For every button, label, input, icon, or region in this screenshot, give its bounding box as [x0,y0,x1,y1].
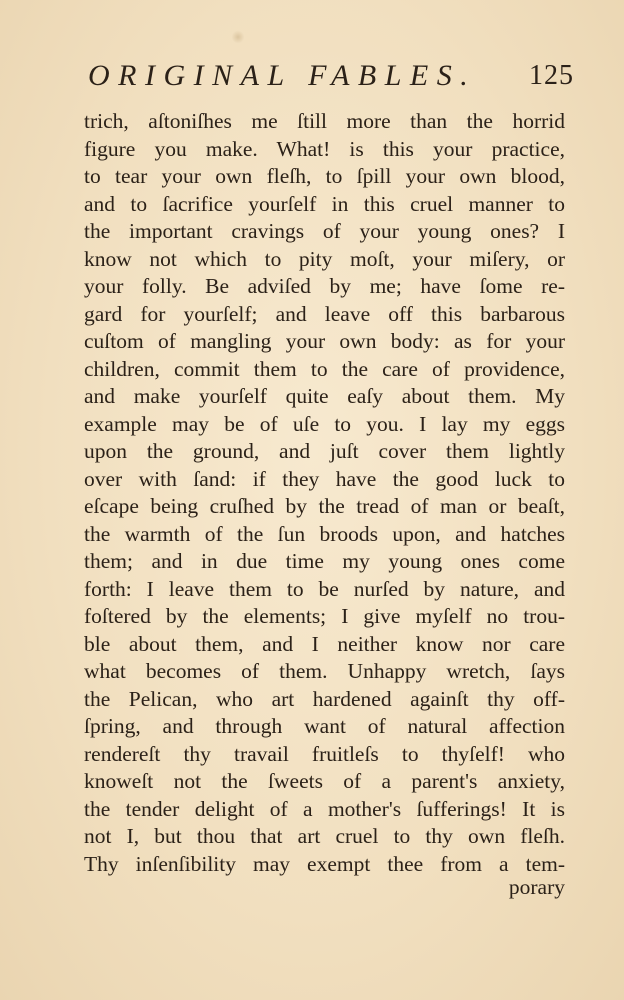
text-line: and to ſacrifice yourſelf in this cruel manner to [84,191,565,216]
text-line: eſcape being cruſhed by the tread of man or beaſt, [84,494,565,518]
body-text [84,108,565,878]
text-line: the tender delight of a mother's ſufferings! It is [84,796,565,821]
text-line: the warmth of the ſun broods upon, and hatches [84,521,565,546]
text-line: cuſtom of mangling your own body: as for your [84,329,565,353]
text-line: the important cravings of your young ones? I [84,219,565,243]
text-line: them; and in due time my young ones come [84,549,565,573]
text-line: over with ſand: if they have the good luck to [84,466,565,491]
text-line: not I, but thou that art cruel to thy own fleſh. [84,824,565,848]
text-line: example may be of uſe to you. I lay my eggs [84,411,565,436]
text-line: ſpring, and through want of natural affection [84,714,565,738]
text-line: upon the ground, and juſt cover them lightly [84,439,565,463]
text-line: gard for yourſelf; and leave off this barbarous [84,301,565,326]
catchword-row [84,873,565,901]
text-line: the Pelican, who art hardened againſt thy off- [84,686,565,711]
text-line: foſtered by the elements; I give myſelf no trou- [84,604,565,628]
text-line: Thy inſenſibility may exempt thee from a tem- [84,851,565,876]
text-line: forth: I leave them to be nurſed by nature, and [84,576,565,601]
text-line: know not which to pity moſt, your miſery, or [84,246,565,271]
running-head [88,58,574,94]
text-line: and make yourſelf quite eaſy about them. My [84,384,565,408]
running-title: ORIGINAL FABLES. [88,59,477,92]
paper-blemish [232,30,244,44]
text-line: what becomes of them. Unhappy wretch, ſays [84,659,565,683]
text-line: figure you make. What! is this your practice, [84,136,565,161]
catchword: porary [508,875,565,899]
text-line: to tear your own fleſh, to ſpill your own blood, [84,164,565,188]
page-number: 125 [529,60,574,91]
text-line: knoweſt not the ſweets of a parent's anxiety, [84,769,565,793]
text-line: rendereſt thy travail fruitleſs to thyſelf! who [84,741,565,766]
text-line: children, commit them to the care of providence, [84,356,565,381]
text-line: ble about them, and I neither know nor care [84,631,565,656]
text-line: trich, aſtoniſhes me ſtill more than the horrid [84,109,565,133]
text-line: your folly. Be adviſed by me; have ſome re- [84,274,565,298]
